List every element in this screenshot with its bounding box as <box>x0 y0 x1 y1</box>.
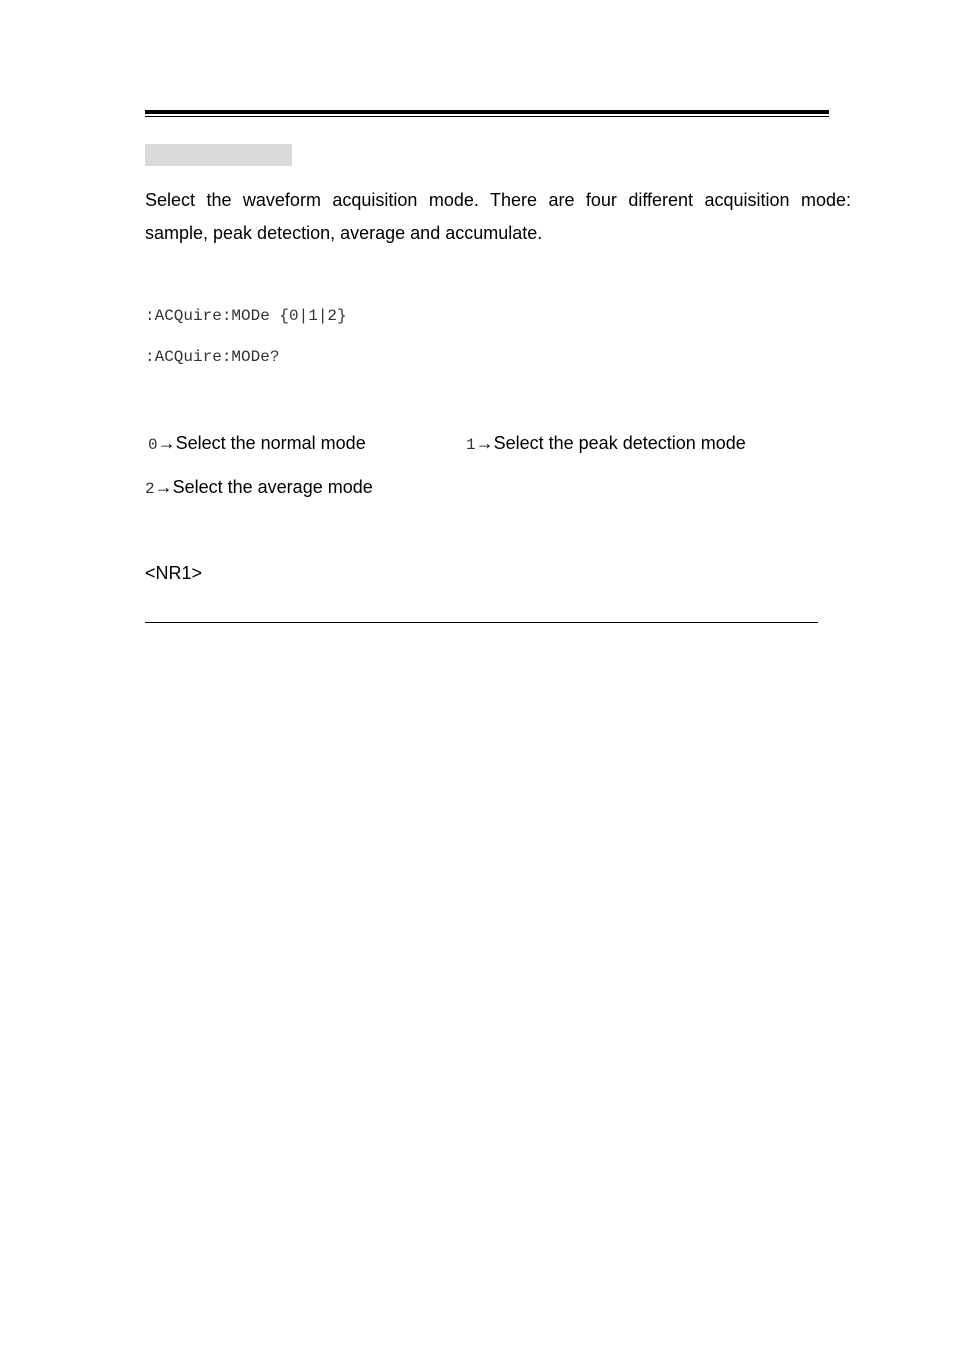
parameter-item-0 <box>148 433 366 454</box>
header-rule-thin <box>145 116 829 117</box>
query-syntax: :ACQuire:MODe? <box>145 348 280 366</box>
section-heading-box <box>145 144 292 166</box>
parameter-value: 0 <box>148 436 158 454</box>
parameter-value: 2 <box>145 480 155 498</box>
arrow-icon: → <box>157 433 176 453</box>
parameter-value: 1 <box>466 436 476 454</box>
parameter-text: Select the normal mode <box>175 433 366 453</box>
arrow-icon: → <box>154 477 173 497</box>
parameter-text: Select the peak detection mode <box>493 433 746 453</box>
command-syntax: :ACQuire:MODe {0|1|2} <box>145 307 347 325</box>
parameter-item-2 <box>145 477 373 498</box>
footer-rule <box>145 622 818 623</box>
parameter-item-1 <box>466 433 746 454</box>
return-format: <NR1> <box>145 563 203 583</box>
parameter-text: Select the average mode <box>172 477 373 497</box>
command-description: Select the waveform acquisition mode. There are four different acquisition mode: sample, peak detection, average and accumulate. <box>145 190 851 243</box>
header-rule-thick <box>145 110 829 114</box>
arrow-icon: → <box>475 433 494 453</box>
